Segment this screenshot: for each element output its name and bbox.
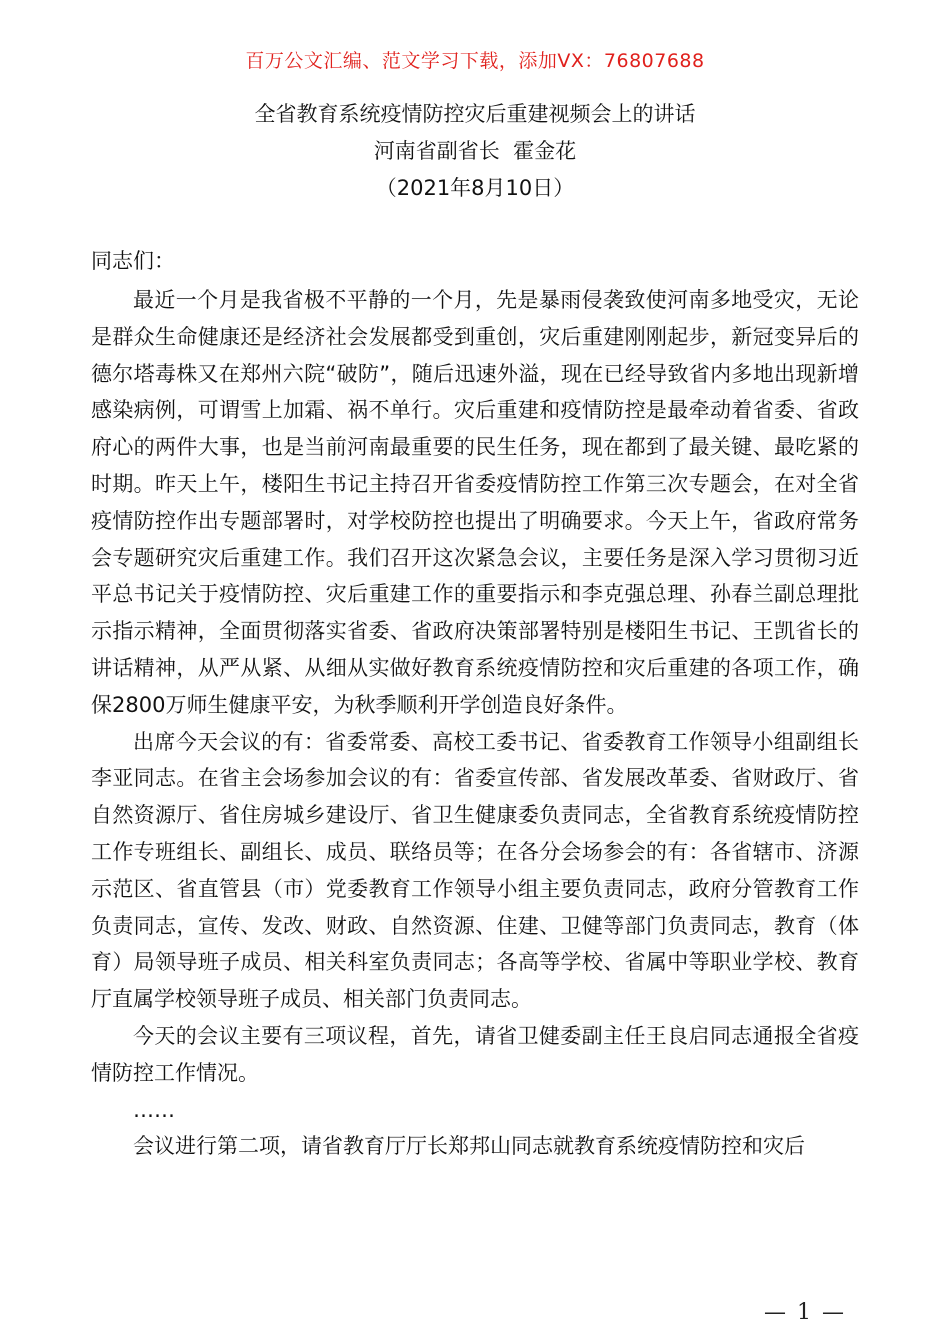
date-line: （2021年8月10日） — [375, 176, 575, 200]
speaker-line: 河南省副省长 霍金花 — [373, 139, 577, 163]
title-block — [0, 96, 950, 207]
paragraph: 出席今天会议的有：省委常委、高校工委书记、省委教育工作领导小组副组长李亚同志。在省主会场参加会议的有：省委宣传部、省发展改革委、省财政厅、省自然资源厅、省住房城乡建设厅、省卫生健康委负责同志，全省教育系统疫情防控工作专班组长、副组长、成员、联络员等；在各分会场参会的有：各省辖市、济源示范区、省直管县（市）党委教育工作领导小组主要负责同志，政府分管教育工作负责同志，宣传、发改、财政、自然资源、住建、卫健等部门负责同志，教育（体育）局领导班子成员、相关科室负责同志；各高等学校、省属中等职业学校、教育厅直属学校领导班子成员、相关部门负责同志。 — [91, 729, 859, 1012]
document-title: 全省教育系统疫情防控灾后重建视频会上的讲话 — [254, 102, 696, 126]
body-text — [91, 282, 859, 1165]
paragraph: 会议进行第二项，请省教育厅厅长郑邦山同志就教育系统疫情防控和灾后 — [133, 1134, 805, 1159]
header-banner: 百万公文汇编、范文学习下载，添加VX：76807688 — [245, 50, 705, 72]
ellipsis-paragraph: …… — [133, 1097, 175, 1122]
paragraph: 今天的会议主要有三项议程，首先，请省卫健委副主任王良启同志通报全省疫情防控工作情况。 — [91, 1023, 859, 1085]
page-number: — 1 — — [764, 1300, 846, 1325]
paragraph: 最近一个月是我省极不平静的一个月，先是暴雨侵袭致使河南多地受灾，无论是群众生命健康还是经济社会发展都受到重创，灾后重建刚刚起步，新冠变异后的德尔塔毒株又在郑州六院“破防”，随后迅速外溢，现在已经导致省内多地出现新增感染病例，可谓雪上加霜、祸不单行。灾后重建和疫情防控是最牵动着省委、省政府心的两件大事，也是当前河南最重要的民生任务，现在都到了最关键、最吃紧的时期。昨天上午，楼阳生书记主持召开省委疫情防控工作第三次专题会，在对全省疫情防控作出专题部署时，对学校防控也提出了明确要求。今天上午，省政府常务会专题研究灾后重建工作。我们召开这次紧急会议，主要任务是深入学习贯彻习近平总书记关于疫情防控、灾后重建工作的重要指示和李克强总理、孙春兰副总理批示指示精神，全面贯彻落实省委、省政府决策部署特别是楼阳生书记、王凯省长的讲话精神，从严从紧、从细从实做好教育系统疫情防控和灾后重建的各项工作，确保2800万师生健康平安，为秋季顺利开学创造良好条件。 — [91, 288, 859, 717]
salutation: 同志们： — [91, 249, 175, 273]
